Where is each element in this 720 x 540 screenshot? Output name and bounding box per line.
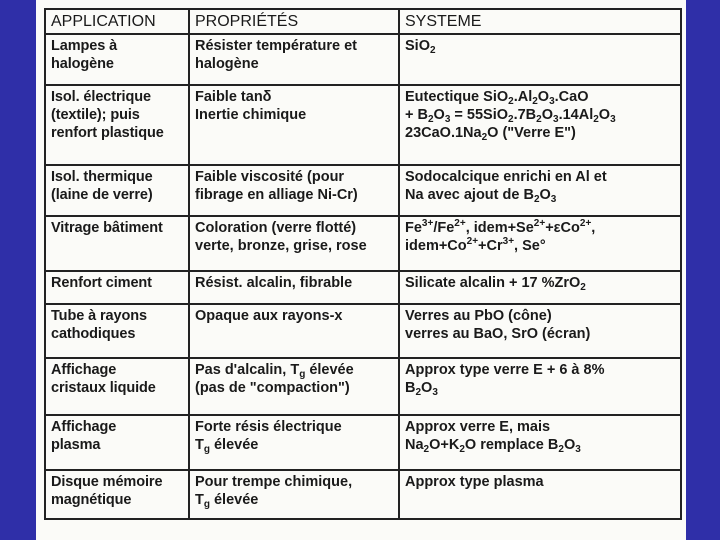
- table-row: [45, 358, 681, 415]
- table-row: [45, 304, 681, 358]
- cell-application: Lampes à halogène: [45, 34, 189, 85]
- table-body: [45, 34, 681, 519]
- cell-proprietes: Pour trempe chimique, $T_g$ élevée: [189, 470, 399, 519]
- cell-proprietes: Opaque aux rayons-x: [189, 304, 399, 358]
- document-page: [36, 0, 686, 540]
- cell-systeme: Eutectique $SiO_2.Al_2O_3.CaO$ + $B_2O_3 = 55SiO_2.7B_2O_3.14Al_2O_3$ $23CaO.1Na_2O$ ("Verre E"): [399, 85, 681, 165]
- cell-proprietes: Résister température et halogène: [189, 34, 399, 85]
- cell-proprietes: Faible tanδ Inertie chimique: [189, 85, 399, 165]
- cell-proprietes: Faible viscosité (pour fibrage en alliage Ni-Cr): [189, 165, 399, 216]
- cell-proprietes: Forte résis électrique $T_g$ élevée: [189, 415, 399, 470]
- cell-application: Affichage cristaux liquide: [45, 358, 189, 415]
- table-row: [45, 415, 681, 470]
- header-application: APPLICATION: [45, 9, 189, 34]
- cell-proprietes: Coloration (verre flotté) verte, bronze, grise, rose: [189, 216, 399, 271]
- cell-proprietes: Pas d'alcalin, $T_g$ élevée (pas de "compaction"): [189, 358, 399, 415]
- cell-systeme: Silicate alcalin + 17 %ZrO$_2$: [399, 271, 681, 304]
- table-header-row: [45, 9, 681, 34]
- cell-proprietes: Résist. alcalin, fibrable: [189, 271, 399, 304]
- table-row: [45, 85, 681, 165]
- table-row: [45, 216, 681, 271]
- header-proprietes: PROPRIÉTÉS: [189, 9, 399, 34]
- cell-systeme: Approx type plasma: [399, 470, 681, 519]
- cell-systeme: Approx verre E, mais $Na_2O+K_2O$ remplace $B_2O_3$: [399, 415, 681, 470]
- cell-systeme: Verres au PbO (cône) verres au BaO, SrO (écran): [399, 304, 681, 358]
- cell-systeme: SiO$_2$: [399, 34, 681, 85]
- cell-application: Affichage plasma: [45, 415, 189, 470]
- cell-application: Isol. thermique (laine de verre): [45, 165, 189, 216]
- cell-application: Disque mémoire magnétique: [45, 470, 189, 519]
- glass-applications-table: [44, 8, 682, 520]
- table-row: [45, 271, 681, 304]
- cell-systeme: Sodocalcique enrichi en Al et Na avec ajout de $B_2O_3$: [399, 165, 681, 216]
- table-row: [45, 34, 681, 85]
- cell-application: Isol. électrique (textile); puis renfort plastique: [45, 85, 189, 165]
- header-systeme: SYSTEME: [399, 9, 681, 34]
- cell-application: Renfort ciment: [45, 271, 189, 304]
- table-row: [45, 470, 681, 519]
- cell-application: Vitrage bâtiment: [45, 216, 189, 271]
- cell-systeme: $Fe^{3+}/Fe^{2+}$, $idem+Se^{2+}+\varepsilon Co^{2+}$, $idem+Co^{2+}+Cr^{3+}$, Se°: [399, 216, 681, 271]
- table-row: [45, 165, 681, 216]
- cell-application: Tube à rayons cathodiques: [45, 304, 189, 358]
- cell-systeme: Approx type verre E + 6 à 8% $B_2O_3$: [399, 358, 681, 415]
